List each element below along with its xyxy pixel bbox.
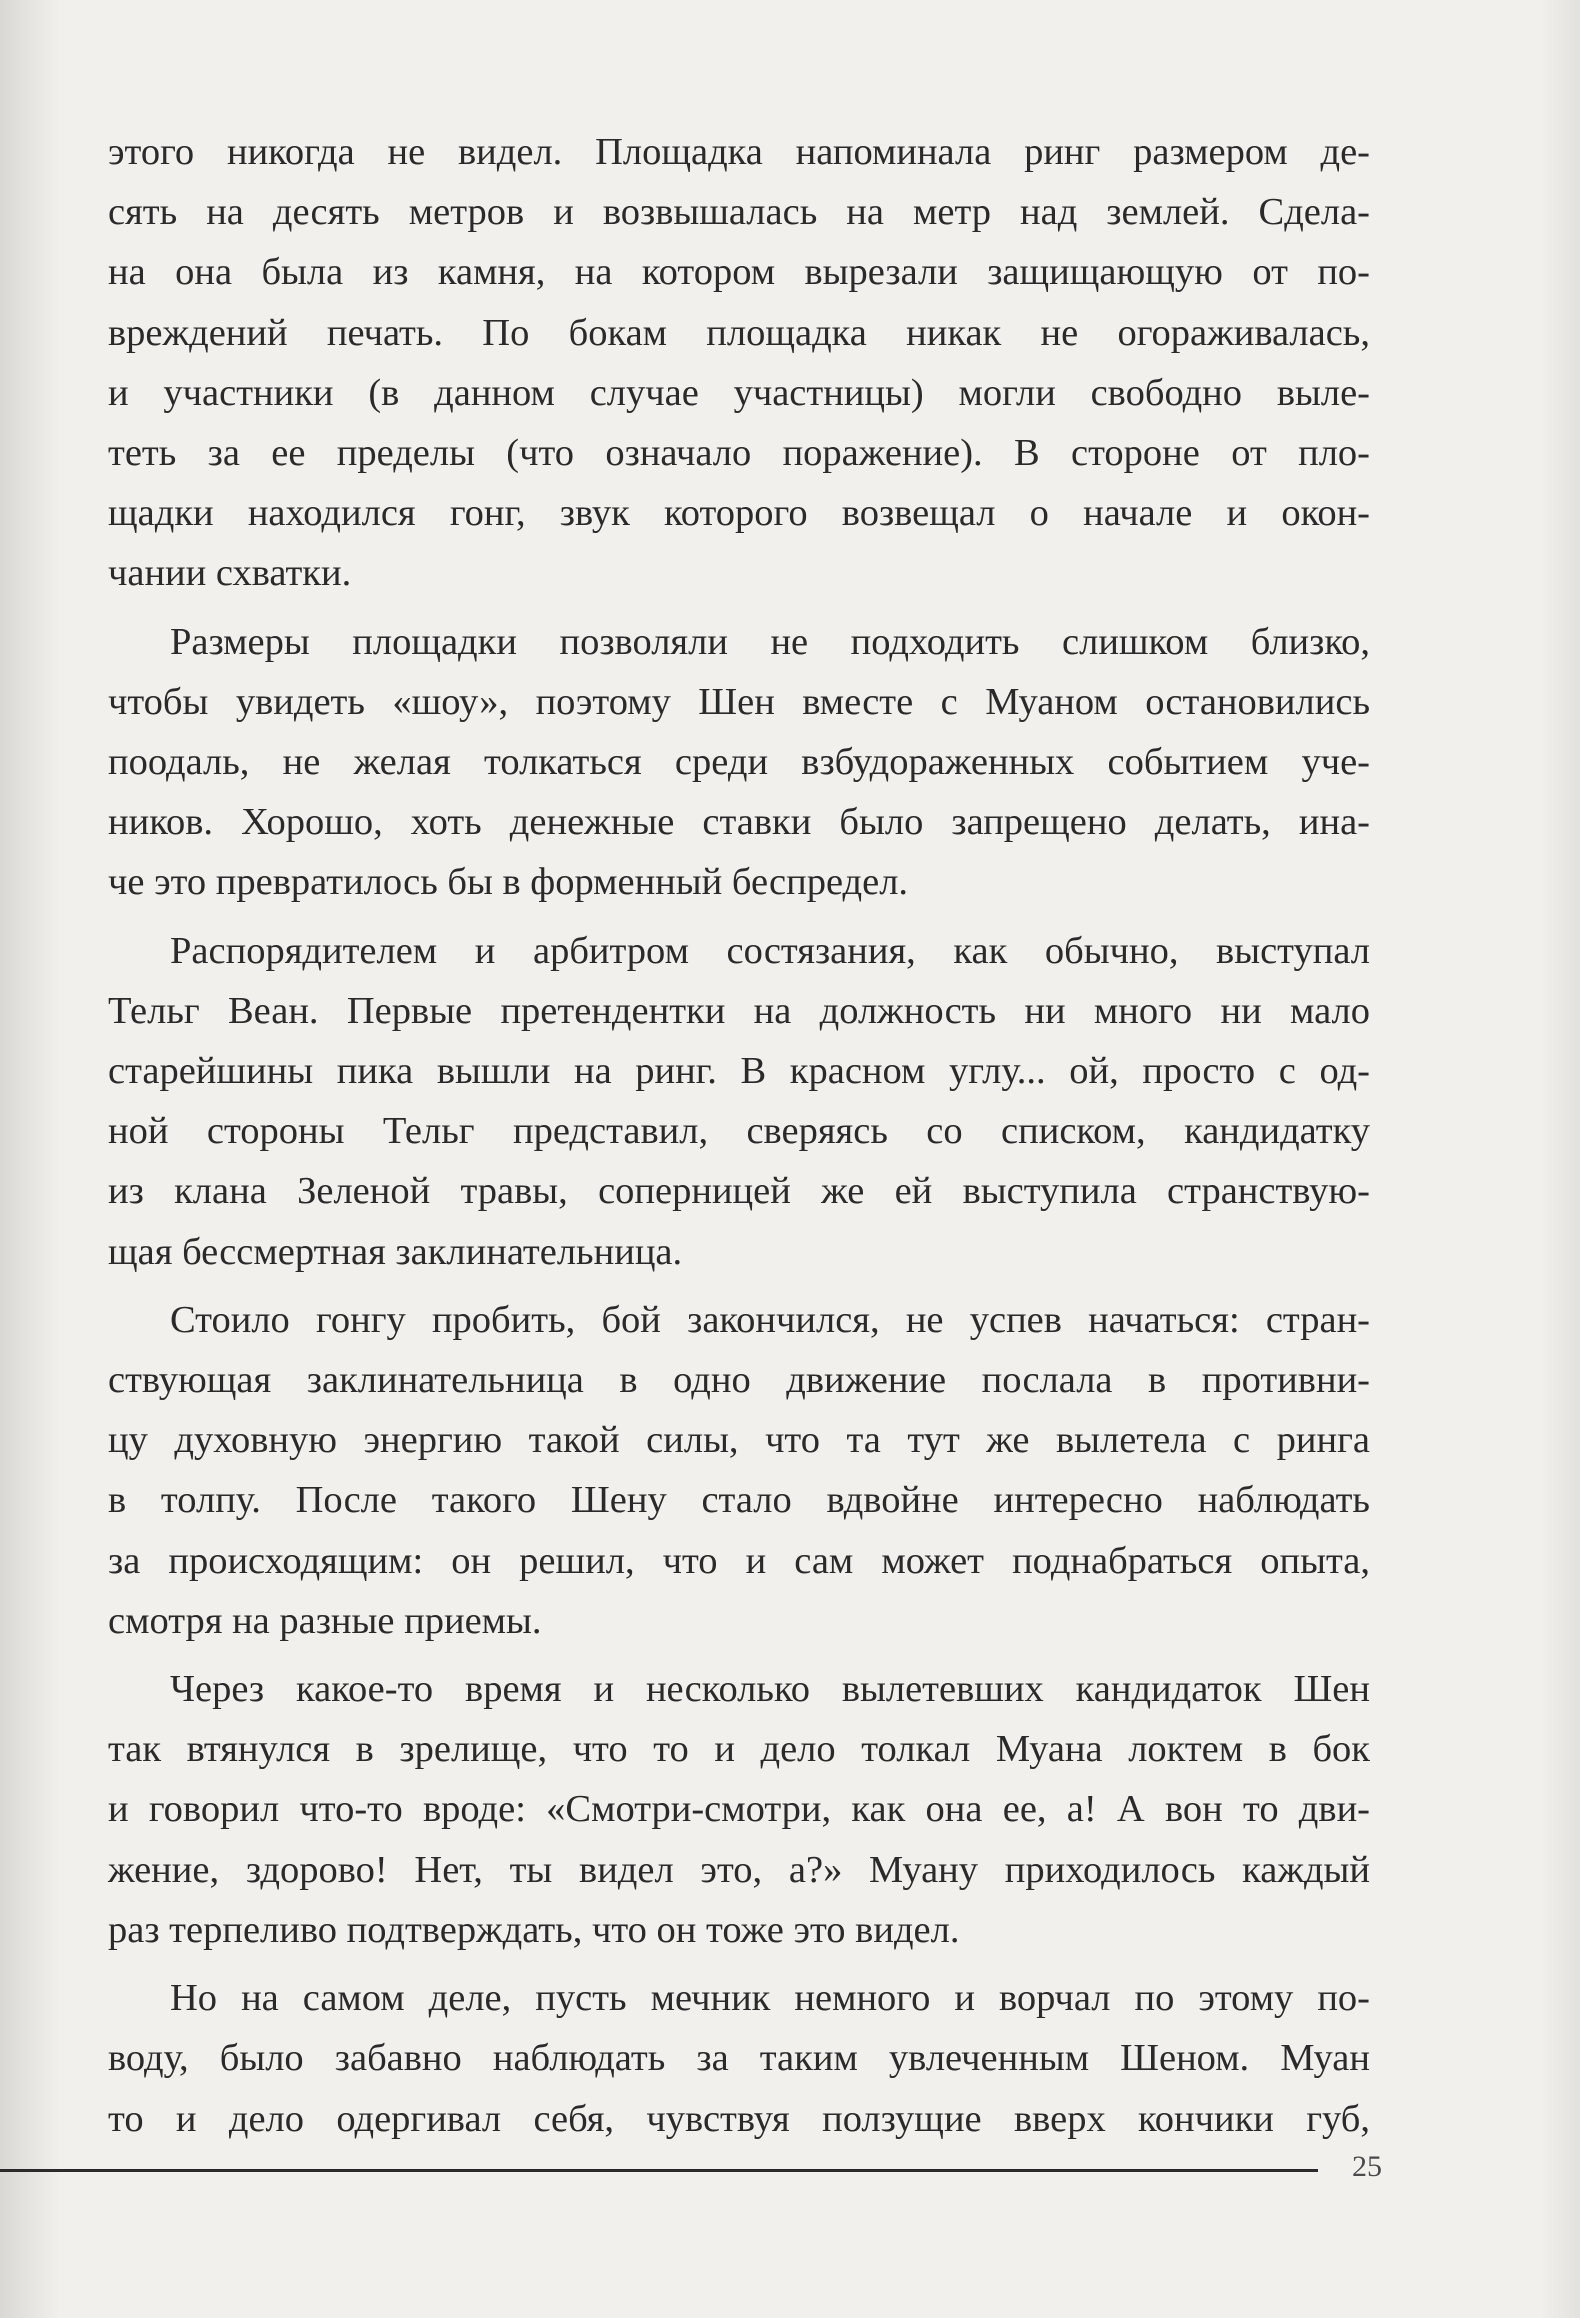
paragraph-6 xyxy=(108,1968,1370,2149)
text-line: чании схватки. xyxy=(108,552,352,595)
text-line: Через какое-то время и несколько вылетевших кандидаток Шен xyxy=(170,1668,1370,1711)
text-line: че это превратилось бы в форменный беспредел. xyxy=(108,861,909,904)
text-line: за происходящим: он решил, что и сам может поднабраться опыта, xyxy=(108,1539,1370,1582)
text-line: на она была из камня, на котором вырезали защищающую от по- xyxy=(108,251,1370,294)
paragraph-2 xyxy=(108,612,1370,913)
text-line: щадки находился гонг, звук которого возвещал о начале и окон- xyxy=(108,492,1370,535)
text-line: ствующая заклинательница в одно движение послала в противни- xyxy=(108,1359,1370,1402)
text-line: этого никогда не видел. Площадка напоминала ринг размером де- xyxy=(108,131,1370,173)
paragraph-1 xyxy=(108,122,1370,604)
page-number: 25 xyxy=(1352,2150,1382,2183)
text-line: в толпу. После такого Шену стало вдвойне интересно наблюдать xyxy=(108,1479,1370,1522)
text-line: Распорядителем и арбитром состязания, как обычно, выступал xyxy=(170,929,1370,972)
page-edge-shadow xyxy=(0,0,60,2318)
text-line: поодаль, не желая толкаться среди взбудораженных событием уче- xyxy=(108,741,1370,784)
text-line: щая бессмертная заклинательница. xyxy=(108,1230,683,1273)
text-line: чтобы увидеть «шоу», поэтому Шен вместе с Муаном остановились xyxy=(108,680,1370,723)
body-text xyxy=(108,122,1370,2149)
text-line: старейшины пика вышли на ринг. В красном углу... ой, просто с од- xyxy=(108,1050,1370,1093)
text-line: сять на десять метров и возвышалась на метр над землей. Сдела- xyxy=(108,191,1370,234)
text-line: воду, было забавно наблюдать за таким увлеченным Шеном. Муан xyxy=(108,2037,1370,2080)
text-line: и участники (в данном случае участницы) могли свободно выле- xyxy=(108,371,1370,414)
text-line: жение, здорово! Нет, ты видел это, а?» Муану приходилось каждый xyxy=(108,1848,1370,1891)
text-line: смотря на разные приемы. xyxy=(108,1599,542,1642)
text-line: теть за ее пределы (что означало поражение). В стороне от пло- xyxy=(108,432,1370,475)
text-line: ной стороны Тельг представил, сверяясь со списком, кандидатку xyxy=(108,1110,1370,1153)
footer-rule xyxy=(0,2169,1318,2172)
page-edge-shadow-right xyxy=(1540,0,1580,2318)
paragraph-3 xyxy=(108,921,1370,1282)
text-line: Но на самом деле, пусть мечник немного и ворчал по этому по- xyxy=(170,1977,1370,2020)
paragraph-5 xyxy=(108,1659,1370,1960)
text-line: из клана Зеленой травы, соперницей же ей выступила странствую- xyxy=(108,1170,1370,1213)
text-line: Стоило гонгу пробить, бой закончился, не успев начаться: стран- xyxy=(170,1298,1370,1341)
text-line: ников. Хорошо, хоть денежные ставки было запрещено делать, ина- xyxy=(108,801,1370,844)
text-line: то и дело одергивал себя, чувствуя ползущие вверх кончики губ, xyxy=(108,2097,1370,2140)
text-line: цу духовную энергию такой силы, что та тут же вылетела с ринга xyxy=(108,1419,1370,1462)
text-line: и говорил что-то вроде: «Смотри-смотри, как она ее, а! А вон то дви- xyxy=(108,1788,1370,1831)
paragraph-4 xyxy=(108,1290,1370,1651)
text-line: вреждений печать. По бокам площадка никак не огораживалась, xyxy=(108,311,1370,354)
text-line: раз терпеливо подтверждать, что он тоже это видел. xyxy=(108,1908,960,1951)
text-line: Тельг Веан. Первые претендентки на должность ни много ни мало xyxy=(108,989,1370,1032)
text-line: Размеры площадки позволяли не подходить слишком близко, xyxy=(170,620,1370,663)
text-line: так втянулся в зрелище, что то и дело толкал Муана локтем в бок xyxy=(108,1728,1370,1771)
